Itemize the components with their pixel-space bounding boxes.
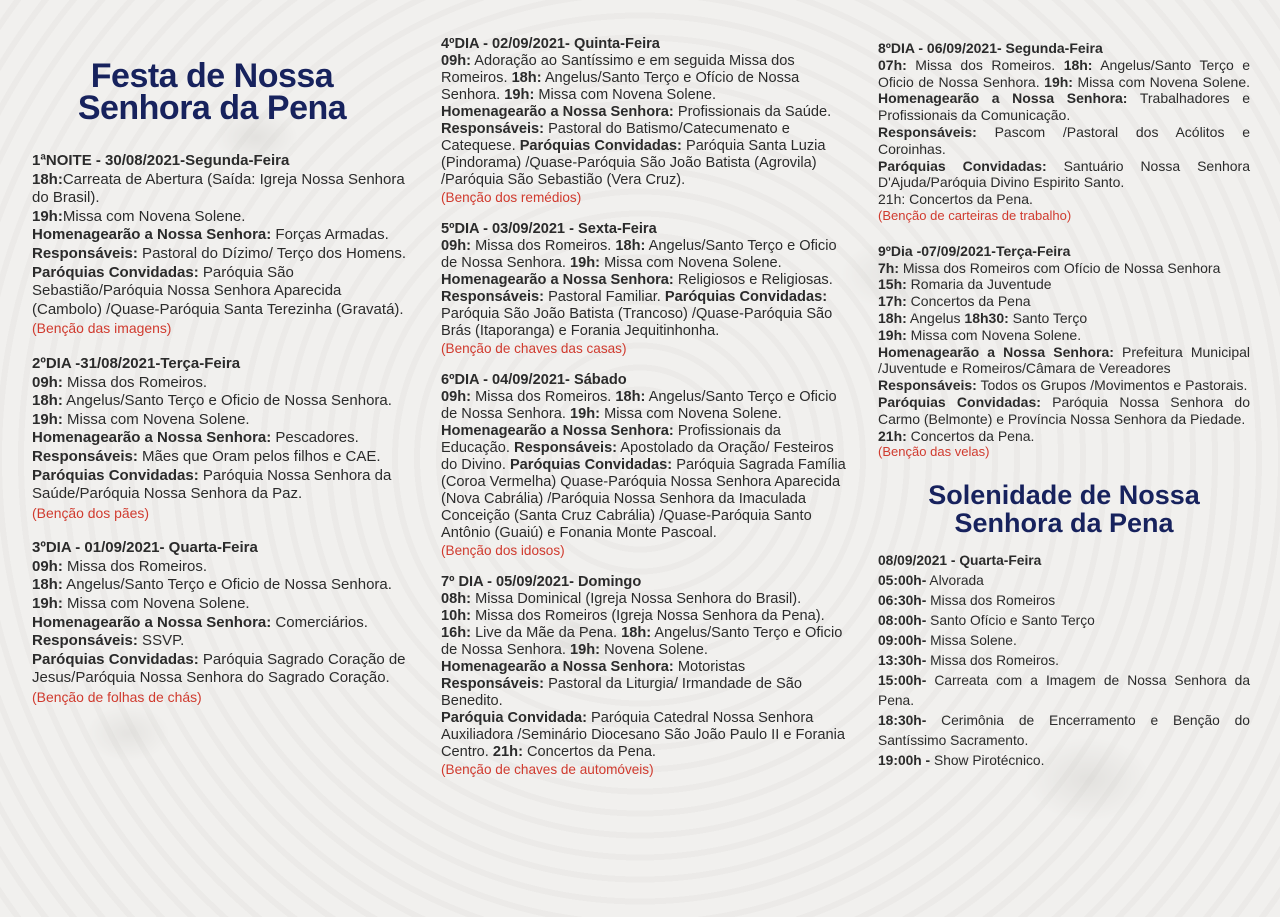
- schedule-label: Responsáveis:: [878, 123, 977, 140]
- schedule-label: 19h:: [32, 207, 63, 225]
- schedule-text: Paróquia Santa Luzia (Pindorama) /Quase-Paróquia São João Batista (Agrovila) /Paróquia São Sebastião (Vera Cruz).: [441, 138, 826, 188]
- blessing-note: (Benção de chaves das casas): [441, 341, 627, 356]
- schedule-text: Profissionais da Educação.: [441, 423, 781, 456]
- schedule-label: Responsáveis:: [441, 676, 545, 692]
- schedule-label: Responsáveis:: [878, 377, 977, 394]
- day-heading: 7º DIA - 05/09/2021- Domingo: [441, 574, 642, 590]
- festival-title: Festa de Nossa Senhora da Pena: [77, 57, 347, 127]
- schedule-label: Paróquias Convidadas:: [878, 393, 1041, 410]
- schedule-text: Concertos da Pena.: [906, 427, 1035, 444]
- schedule-line: [32, 614, 412, 633]
- schedule-line: [441, 238, 851, 340]
- schedule-text: Missa com Novena Solene.: [906, 326, 1082, 343]
- schedule-text: Motoristas: [673, 659, 746, 675]
- schedule-text: Angelus/Santo Terço e Oficio de Nossa Senhora.: [62, 576, 392, 594]
- schedule-text: Angelus/Santo Terço e Oficio de Nossa Senhora.: [441, 625, 843, 658]
- schedule-text: Religiosos e Religiosas.: [673, 272, 833, 288]
- schedule-text: Apostolado da Oração/ Festeiros do Divino.: [441, 440, 834, 473]
- schedule-text: Todos os Grupos /Movimentos e Pastorais.: [976, 377, 1248, 394]
- schedule-text: Angelus/Santo Terço e Oficio de Nossa Senhora.: [441, 238, 837, 271]
- schedule-text: Prefeitura Municipal /Juventude e Romeiros/Câmara de Vereadores: [878, 343, 1250, 377]
- schedule-text: Paróquia São João Batista (Trancoso) /Quase-Paróquia São Brás (Itaporanga) e Forania Jequitinhonha.: [441, 306, 833, 339]
- solemnity-time: 05:00h-: [878, 573, 927, 589]
- schedule-label: Homenagearão a Nossa Senhora:: [878, 343, 1114, 360]
- schedule-label: 19h:: [570, 642, 601, 658]
- schedule-label: 19h:: [32, 410, 63, 428]
- schedule-line: [32, 448, 412, 467]
- schedule-text: Missa com Novena Solene.: [600, 406, 782, 422]
- column-middle: [441, 36, 851, 793]
- day-heading: 9ºDia -07/09/2021-Terça-Feira: [878, 242, 1071, 259]
- schedule-label: 17h:: [878, 293, 907, 310]
- solemnity-time: 13:30h-: [878, 653, 927, 669]
- solemnity-time: 08:00h-: [878, 613, 927, 629]
- solemnity-text: Santo Ofício e Santo Terço: [926, 613, 1095, 629]
- schedule-line: [32, 558, 412, 577]
- blessing-note: (Benção de folhas de chás): [32, 689, 202, 706]
- schedule-label: Paróquia Convidada:: [441, 710, 587, 726]
- solemnity-item: [878, 651, 1250, 671]
- schedule-line: [32, 467, 412, 504]
- schedule-label: Homenagearão a Nossa Senhora:: [441, 272, 674, 288]
- schedule-label: Responsáveis:: [441, 289, 545, 305]
- schedule-label: 09h:: [441, 238, 472, 254]
- schedule-label: 18h:: [32, 170, 63, 188]
- day-block: [32, 539, 412, 706]
- solemnity-schedule: [878, 551, 1250, 771]
- day-heading: 1ªNOITE - 30/08/2021-Segunda-Feira: [32, 152, 290, 169]
- schedule-text: Paróquia São Sebastião/Paróquia Nossa Senhora Aparecida (Cambolo) /Quase-Paróquia Santa Terezinha (Gravatá).: [32, 263, 404, 318]
- schedule-label: Homenagearão a Nossa Senhora:: [32, 429, 272, 447]
- day-block: [32, 152, 412, 338]
- schedule-text: Angelus: [906, 309, 965, 326]
- schedule-line: [441, 676, 851, 710]
- schedule-line: [441, 608, 851, 625]
- schedule-label: Responsáveis:: [32, 632, 138, 650]
- schedule-label: 19h:: [878, 326, 907, 343]
- schedule-text: Concertos da Pena: [906, 293, 1031, 310]
- schedule-label: 18h:: [878, 309, 907, 326]
- schedule-line: [32, 245, 412, 264]
- blessing-note: (Benção dos remédios): [441, 190, 582, 205]
- schedule-label: Responsáveis:: [32, 244, 138, 262]
- schedule-line: [441, 53, 851, 104]
- schedule-line: [32, 429, 412, 448]
- schedule-text: Missa com Novena Solene.: [62, 595, 250, 613]
- schedule-line: [441, 423, 851, 542]
- solemnity-time: 15:00h-: [878, 673, 927, 689]
- schedule-line: [32, 226, 412, 245]
- solemnity-text: Carreata com a Imagem de Nossa Senhora da Pena.: [878, 673, 1250, 709]
- schedule-text: Carreata de Abertura (Saída: Igreja Nossa Senhora do Brasil).: [32, 170, 405, 207]
- schedule-line: [878, 377, 1250, 394]
- schedule-text: Missa com Novena Solene.: [62, 410, 250, 428]
- schedule-label: Homenagearão a Nossa Senhora:: [32, 613, 272, 631]
- days-list: [441, 36, 851, 778]
- schedule-text: Pastoral Familiar.: [544, 289, 665, 305]
- solemnity-item: [878, 671, 1250, 711]
- schedule-label: Paróquias Convidadas:: [664, 289, 828, 305]
- schedule-text: Concertos da Pena.: [522, 744, 656, 760]
- schedule-label: 18h:: [1063, 56, 1093, 73]
- schedule-label: Paróquias Convidadas:: [878, 157, 1047, 174]
- schedule-text: Paróquia Nossa Senhora do Carmo (Belmonte) e Província Nossa Senhora da Piedade.: [878, 393, 1250, 427]
- schedule-label: Homenagearão a Nossa Senhora:: [441, 423, 674, 439]
- schedule-label: 18h:: [615, 389, 646, 405]
- schedule-text: Missa com Novena Solene.: [600, 255, 782, 271]
- solemnity-title: Solenidade de Nossa Senhora da Pena: [928, 480, 1200, 539]
- schedule-label: 18h:: [32, 392, 63, 410]
- blessing-note: (Benção dos pães): [32, 504, 149, 521]
- schedule-label: 07h:: [878, 56, 907, 73]
- schedule-label: 7h:: [878, 259, 899, 276]
- schedule-label: 18h:: [621, 625, 652, 641]
- schedule-text: Missa dos Romeiros.: [906, 56, 1064, 73]
- days-list: [32, 152, 412, 707]
- schedule-line: [441, 625, 851, 659]
- day-block: [441, 372, 851, 559]
- schedule-text: Missa dos Romeiros.: [62, 373, 208, 391]
- solemnity-text: Show Pirotécnico.: [930, 753, 1045, 769]
- schedule-text: Santo Terço: [1008, 309, 1088, 326]
- schedule-line: [878, 293, 1250, 310]
- solemnity-item: [878, 611, 1250, 631]
- schedule-label: 21h:: [878, 427, 907, 444]
- schedule-line: [32, 208, 412, 227]
- column-left: [32, 57, 412, 724]
- day-block: [878, 243, 1250, 461]
- schedule-line: [878, 310, 1250, 327]
- schedule-text: Novena Solene.: [600, 642, 708, 658]
- schedule-label: Responsáveis:: [514, 440, 618, 456]
- schedule-text: Missa com Novena Solene.: [534, 87, 717, 103]
- schedule-line: [878, 124, 1250, 158]
- schedule-text: SSVP.: [137, 632, 185, 650]
- schedule-text: Live da Mãe da Pena.: [471, 625, 622, 641]
- schedule-line: [441, 389, 851, 423]
- schedule-label: 09h:: [32, 557, 63, 575]
- schedule-text: Missa dos Romeiros com Ofício de Nossa Senhora: [899, 259, 1221, 276]
- schedule-text: Missa dos Romeiros.: [62, 557, 208, 575]
- schedule-line: [878, 327, 1250, 344]
- schedule-label: 21h:: [492, 744, 523, 760]
- schedule-line: [878, 191, 1250, 208]
- day-block: [878, 40, 1250, 225]
- solemnity-item: [878, 711, 1250, 751]
- schedule-line: [32, 392, 412, 411]
- schedule-label: 15h:: [878, 276, 907, 293]
- schedule-line: [32, 171, 412, 208]
- schedule-text: Missa dos Romeiros.: [471, 389, 616, 405]
- column-right: [878, 40, 1250, 771]
- blessing-note: (Benção de chaves de automóveis): [441, 762, 654, 777]
- schedule-text: Forças Armadas.: [271, 226, 389, 244]
- schedule-label: Paróquias Convidadas:: [509, 457, 673, 473]
- solemnity-item: [878, 591, 1250, 611]
- solemnity-item: [878, 751, 1250, 771]
- day-block: [32, 355, 412, 522]
- schedule-text: Trabalhadores e Profissionais da Comunicação.: [878, 90, 1251, 124]
- schedule-line: [441, 121, 851, 189]
- schedule-label: 19h:: [1044, 73, 1073, 90]
- schedule-line: [32, 595, 412, 614]
- schedule-label: 18h:: [511, 70, 542, 86]
- day-heading: 8ºDIA - 06/09/2021- Segunda-Feira: [878, 40, 1103, 56]
- day-block: [441, 221, 851, 357]
- schedule-line: [32, 374, 412, 393]
- schedule-text: Angelus/Santo Terço e Oficio de Nossa Senhora.: [878, 56, 1251, 90]
- schedule-text: Angelus/Santo Terço e Oficio de Nossa Senhora.: [62, 392, 392, 410]
- schedule-line: [878, 276, 1250, 293]
- schedule-text: Pastoral do Dízimo/ Terço dos Homens.: [137, 244, 407, 262]
- solemnity-time: 19:00h -: [878, 753, 931, 769]
- schedule-line: [32, 576, 412, 595]
- schedule-text: Missa com Novena Solene.: [62, 207, 246, 225]
- solemnity-text: Missa dos Romeiros.: [926, 653, 1059, 669]
- solemnity-item: [878, 631, 1250, 651]
- day-block: [441, 36, 851, 206]
- schedule-text: Comerciários.: [271, 613, 368, 631]
- day-heading: 6ºDIA - 04/09/2021- Sábado: [441, 372, 627, 388]
- schedule-label: Homenagearão a Nossa Senhora:: [32, 226, 272, 244]
- schedule-label: 18h:: [615, 238, 646, 254]
- schedule-label: 18h:: [32, 576, 63, 594]
- day-heading: 2ºDIA -31/08/2021-Terça-Feira: [32, 354, 241, 372]
- schedule-line: [878, 158, 1250, 192]
- day-heading: 3ºDIA - 01/09/2021- Quarta-Feira: [32, 539, 258, 557]
- days-list: [878, 40, 1250, 461]
- day-heading: 5ºDIA - 03/09/2021 - Sexta-Feira: [441, 221, 657, 237]
- schedule-line: [32, 411, 412, 430]
- schedule-text: Santuário Nossa Senhora D'Ajuda/Paróquia Divino Espirito Santo.: [878, 157, 1250, 191]
- schedule-label: 09h:: [441, 389, 472, 405]
- solemnity-item: [878, 571, 1250, 591]
- blessing-note: (Benção das imagens): [32, 320, 172, 337]
- schedule-line: [878, 428, 1250, 445]
- schedule-line: [441, 659, 851, 676]
- schedule-label: 16h:: [441, 625, 472, 641]
- schedule-label: 09h:: [441, 53, 472, 69]
- schedule-text: Pascom /Pastoral dos Acólitos e Coroinhas.: [878, 123, 1250, 157]
- schedule-line: [878, 57, 1250, 124]
- schedule-label: Homenagearão a Nossa Senhora:: [878, 90, 1128, 107]
- schedule-text: Adoração ao Santíssimo e em seguida Missa dos Romeiros.: [441, 53, 795, 86]
- schedule-label: 08h:: [441, 591, 472, 607]
- blessing-note: (Benção das velas): [878, 444, 990, 460]
- schedule-text: Missa dos Romeiros (Igreja Nossa Senhora da Pena).: [471, 608, 825, 624]
- schedule-label: 18h30:: [964, 309, 1009, 326]
- schedule-label: Homenagearão a Nossa Senhora:: [441, 104, 674, 120]
- solemnity-text: Missa Solene.: [926, 633, 1017, 649]
- schedule-line: [441, 710, 851, 761]
- schedule-label: Responsáveis:: [441, 121, 545, 137]
- schedule-line: [441, 591, 851, 608]
- schedule-line: [878, 260, 1250, 277]
- schedule-label: Paróquias Convidadas:: [32, 650, 199, 668]
- schedule-text: Paróquia Catedral Nossa Senhora Auxiliadora /Seminário Diocesano São João Paulo II e Forania Centro.: [441, 710, 845, 760]
- solemnity-date: 08/09/2021 - Quarta-Feira: [878, 553, 1042, 569]
- schedule-label: Homenagearão a Nossa Senhora:: [441, 659, 674, 675]
- schedule-text: Missa com Novena Solene.: [1072, 73, 1250, 90]
- schedule-text: Pescadores.: [271, 429, 359, 447]
- schedule-label: 19h:: [32, 595, 63, 613]
- schedule-text: Missa Dominical (Igreja Nossa Senhora do Brasil).: [471, 591, 802, 607]
- schedule-text: 21h: Concertos da Pena.: [878, 191, 1033, 208]
- schedule-line: [32, 651, 412, 688]
- schedule-label: Paróquias Convidadas:: [519, 138, 682, 154]
- schedule-line: [32, 264, 412, 320]
- schedule-text: Missa dos Romeiros.: [471, 238, 616, 254]
- solemnity-time: 09:00h-: [878, 633, 927, 649]
- schedule-text: Profissionais da Saúde.: [673, 104, 832, 120]
- schedule-label: Responsáveis:: [32, 447, 138, 465]
- solemnity-text: Alvorada: [926, 573, 984, 589]
- schedule-text: Paróquia Nossa Senhora da Saúde/Paróquia Nossa Senhora da Paz.: [32, 466, 392, 503]
- day-block: [441, 574, 851, 778]
- solemnity-time: 06:30h-: [878, 593, 927, 609]
- schedule-line: [32, 632, 412, 651]
- schedule-text: Paróquia Sagrado Coração de Jesus/Paróquia Nossa Senhora do Sagrado Coração.: [32, 650, 406, 687]
- blessing-note: (Benção de carteiras de trabalho): [878, 207, 1072, 223]
- solemnity-text: Cerimônia de Encerramento e Benção do Santíssimo Sacramento.: [878, 713, 1250, 749]
- schedule-line: [441, 104, 851, 121]
- schedule-label: 09h:: [32, 373, 63, 391]
- schedule-text: Pastoral da Liturgia/ Irmandade de São Benedito.: [441, 676, 803, 709]
- schedule-label: Paróquias Convidadas:: [32, 263, 199, 281]
- schedule-label: 10h:: [441, 608, 472, 624]
- schedule-text: Mães que Oram pelos filhos e CAE.: [137, 447, 381, 465]
- solemnity-time: 18:30h-: [878, 713, 927, 729]
- schedule-line: [878, 344, 1250, 378]
- schedule-text: Pastoral do Batismo/Catecumenato e Catequese.: [441, 121, 790, 154]
- day-heading: 4ºDIA - 02/09/2021- Quinta-Feira: [441, 36, 660, 52]
- schedule-line: [878, 394, 1250, 428]
- schedule-label: 19h:: [504, 87, 535, 103]
- schedule-label: Paróquias Convidadas:: [32, 466, 199, 484]
- blessing-note: (Benção dos idosos): [441, 543, 565, 558]
- schedule-text: Angelus/Santo Terço e Oficio de Nossa Senhora.: [441, 389, 837, 422]
- solemnity-text: Missa dos Romeiros: [926, 593, 1056, 609]
- schedule-label: 19h:: [570, 406, 601, 422]
- schedule-label: 19h:: [570, 255, 601, 271]
- schedule-text: Paróquia Sagrada Família (Coroa Vermelha) Quase-Paróquia Nossa Senhora Aparecida (Nova Cabrália) /Paróquia Nossa Senhora da Imaculada Conceição (Santa Cruz Cabrália) /Quase-Paróquia Santo Antônio (Guaiú) e Fonania Monte Pascoal.: [441, 457, 846, 541]
- schedule-text: Angelus/Santo Terço e Ofício de Nossa Senhora.: [441, 70, 800, 103]
- schedule-text: Romaria da Juventude: [906, 276, 1052, 293]
